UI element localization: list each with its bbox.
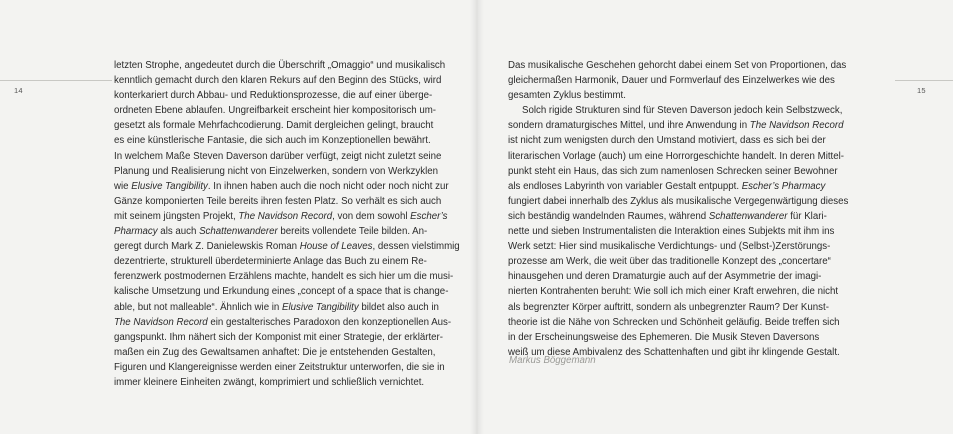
text-run: Gänze komponierten Teile bereits ihren festen Platz. So verhält es sich auch xyxy=(114,195,442,207)
text-run: hinausgehen und deren Dramaturgie auch auf der Asymmetrie der imagi- xyxy=(508,271,822,283)
text-line xyxy=(508,330,848,345)
text-line xyxy=(508,194,848,209)
author-signature: Markus Böggemann xyxy=(509,355,596,366)
text-line xyxy=(508,300,848,315)
italic-title: The Navidson Record xyxy=(114,316,208,328)
text-run: Solch rigide Strukturen sind für Steven Daverson jedoch kein Selbstzweck, xyxy=(522,105,843,117)
italic-title: Pharmacy xyxy=(114,226,158,238)
text-line xyxy=(114,300,460,315)
text-run: konterkariert durch Abbau- und Reduktionsprozesse, die auf einer überge- xyxy=(114,90,433,102)
italic-title: Elusive Tangibility xyxy=(282,301,359,313)
page-number-right: 15 xyxy=(917,86,926,95)
text-run: gesetzt als formale Mehrfachcodierung. Damit dergleichen gelingt, braucht xyxy=(114,120,434,132)
text-run: wie xyxy=(114,180,132,192)
text-run: als begrenzter Körper auftritt, sondern als unbegrenzter Raum? Der Kunst- xyxy=(508,301,829,313)
text-line xyxy=(114,103,460,118)
text-run: ordneten Ebene ablaufen. Ungreifbarkeit erscheint hier kompositorisch um- xyxy=(114,105,437,117)
text-run: weiß um diese Ambivalenz des Schattenhaften und gibt ihr klingende Gestalt. xyxy=(508,346,840,358)
text-line xyxy=(508,133,848,148)
text-run: immer kleinere Einheiten zwängt, komprimiert und schließlich vernichtet. xyxy=(114,376,425,388)
text-line xyxy=(508,224,848,239)
text-run: Werk setzt: Hier sind musikalische Verdichtungs- und (Selbst-)Zerstörungs- xyxy=(508,241,831,253)
text-line xyxy=(114,164,460,179)
text-line xyxy=(114,149,460,164)
text-line xyxy=(508,284,848,299)
text-run: geregt durch Mark Z. Danielewskis Roman xyxy=(114,241,300,253)
text-run: maßen ein Zug des Gewaltsamen anhaftet: Die je entstehenden Gestalten, xyxy=(114,346,436,358)
text-run: gleichermaßen Harmonik, Dauer und Formverlauf des Einzelwerkes wie des xyxy=(508,75,835,87)
text-run: ferenzwerk postmodernen Erzählens machte, handelt es sich hier um die musi- xyxy=(114,271,454,283)
italic-title: Elusive Tangibility xyxy=(131,180,208,192)
text-run: , dessen vielstimmig xyxy=(372,241,460,253)
text-run: In welchem Maße Steven Daverson darüber verfügt, zeigt nicht zuletzt seine xyxy=(114,150,442,162)
text-run: theorie ist die Nähe von Schrecken und Schönheit geläufig. Beide treffen sich xyxy=(508,316,840,328)
text-run: Planung und Realisierung nicht von Einzelwerken, sondern von Werkzyklen xyxy=(114,165,438,177)
text-run: nette und sieben Instrumentalisten die Interaktion eines Subjekts mit ihm ins xyxy=(508,226,835,238)
text-line xyxy=(114,58,460,73)
text-line xyxy=(508,164,848,179)
text-line xyxy=(508,88,848,103)
text-line xyxy=(114,133,460,148)
text-line xyxy=(114,209,460,224)
text-line xyxy=(508,269,848,284)
text-run: bereits vollendete Teile bilden. An- xyxy=(277,226,428,238)
text-run: letzten Strophe, angedeutet durch die Überschrift „Omaggio“ und musikalisch xyxy=(114,60,446,71)
text-line xyxy=(508,179,848,194)
text-line xyxy=(114,254,460,269)
text-line xyxy=(114,269,460,284)
italic-title: The Navidson Record xyxy=(238,210,333,222)
text-line xyxy=(508,149,848,164)
text-line xyxy=(508,118,848,133)
text-run: Figuren und Klangereignisse werden einer Zeitstruktur unterworfen, die sie in xyxy=(114,361,445,373)
text-line xyxy=(508,209,848,224)
text-run: gangspunkt. Ihm nähert sich der Komponist mit einer Strategie, der erklärter- xyxy=(114,331,443,343)
text-line xyxy=(114,375,460,390)
italic-title: Escher’s xyxy=(410,210,448,222)
text-line xyxy=(508,58,848,73)
text-run: . In ihnen haben auch die noch nicht oder noch nicht zur xyxy=(207,180,449,192)
text-line xyxy=(508,239,848,254)
text-line xyxy=(114,88,460,103)
text-run: kalische Umsetzung und Erkundung eines „concept of a space that is change- xyxy=(114,286,449,298)
text-run: gesamten Zyklus bestimmt. xyxy=(508,90,626,102)
text-run: kenntlich gemacht durch den klaren Rekurs auf den Beginn des Stücks, wird xyxy=(114,75,442,87)
text-line xyxy=(508,254,848,269)
text-run: , von dem sowohl xyxy=(332,210,411,222)
header-rule-right xyxy=(895,80,953,81)
text-run: als auch xyxy=(157,226,200,238)
text-run: prozesse am Werk, die weit über das traditionelle Konzept des „concertare“ xyxy=(508,256,831,268)
text-run: bildet also auch in xyxy=(358,301,439,313)
text-line xyxy=(508,103,848,118)
text-line xyxy=(114,284,460,299)
text-run: mit seinem jüngsten Projekt, xyxy=(114,210,239,222)
text-line xyxy=(114,239,460,254)
text-run: als endloses Labyrinth von variabler Gestalt entpuppt. xyxy=(508,180,742,192)
text-run: fungiert dabei innerhalb des Zyklus als musikalische Vergegenwärtigung dieses xyxy=(508,195,849,207)
text-run: ist nicht zum wenigsten durch den Umstand motiviert, dass es sich bei der xyxy=(508,135,826,147)
text-line xyxy=(114,360,460,375)
text-run: punkt steht ein Haus, das sich zum namenlosen Schrecken seiner Bewohner xyxy=(508,165,838,177)
text-run: literarischen Vorlage (auch) um eine Horrorgeschichte handelt. In deren Mittel- xyxy=(508,150,845,162)
text-line xyxy=(114,345,460,360)
text-run: für Klari- xyxy=(787,210,827,222)
text-run: ein gestalterisches Paradoxon den konzeptionellen Aus- xyxy=(207,316,452,328)
text-run: dezentrierte, strukturell überdeterminierte Anlage das Buch zu einem Re- xyxy=(114,256,427,268)
text-line xyxy=(114,73,460,88)
text-line xyxy=(114,224,460,239)
text-run: sondern dramaturgisches Mittel, und ihre Anwendung in xyxy=(508,120,750,132)
text-line xyxy=(508,315,848,330)
text-line xyxy=(114,179,460,194)
page-number-left: 14 xyxy=(14,86,23,95)
italic-title: Escher’s Pharmacy xyxy=(741,180,826,192)
text-line xyxy=(114,118,460,133)
text-run: able, but not malleable“. Ähnlich wie in xyxy=(114,301,283,313)
italic-title: House of Leaves xyxy=(299,241,373,253)
header-rule-left xyxy=(0,80,112,81)
left-body-text xyxy=(114,58,460,390)
text-run: es eine künstlerische Fantasie, die sich auch im Konzeptionellen bewährt. xyxy=(114,135,431,147)
text-line xyxy=(114,330,460,345)
italic-title: Schattenwanderer xyxy=(199,226,278,238)
right-body-text xyxy=(508,58,848,360)
text-line xyxy=(508,73,848,88)
text-line xyxy=(114,315,460,330)
text-run: nierten Kontrahenten beruht: Wie soll ich mich einer Kraft erwehren, die nicht xyxy=(508,286,839,298)
text-run: sich beständig wandelnden Raumes, während xyxy=(508,210,709,222)
text-line xyxy=(114,194,460,209)
italic-title: The Navidson Record xyxy=(749,120,844,132)
text-run: in der Erscheinungsweise des Ephemeren. Die Musik Steven Daversons xyxy=(508,331,820,343)
book-gutter xyxy=(470,0,484,434)
text-run: Das musikalische Geschehen gehorcht dabei einem Set von Proportionen, das xyxy=(508,60,847,71)
italic-title: Schattenwanderer xyxy=(708,210,788,222)
